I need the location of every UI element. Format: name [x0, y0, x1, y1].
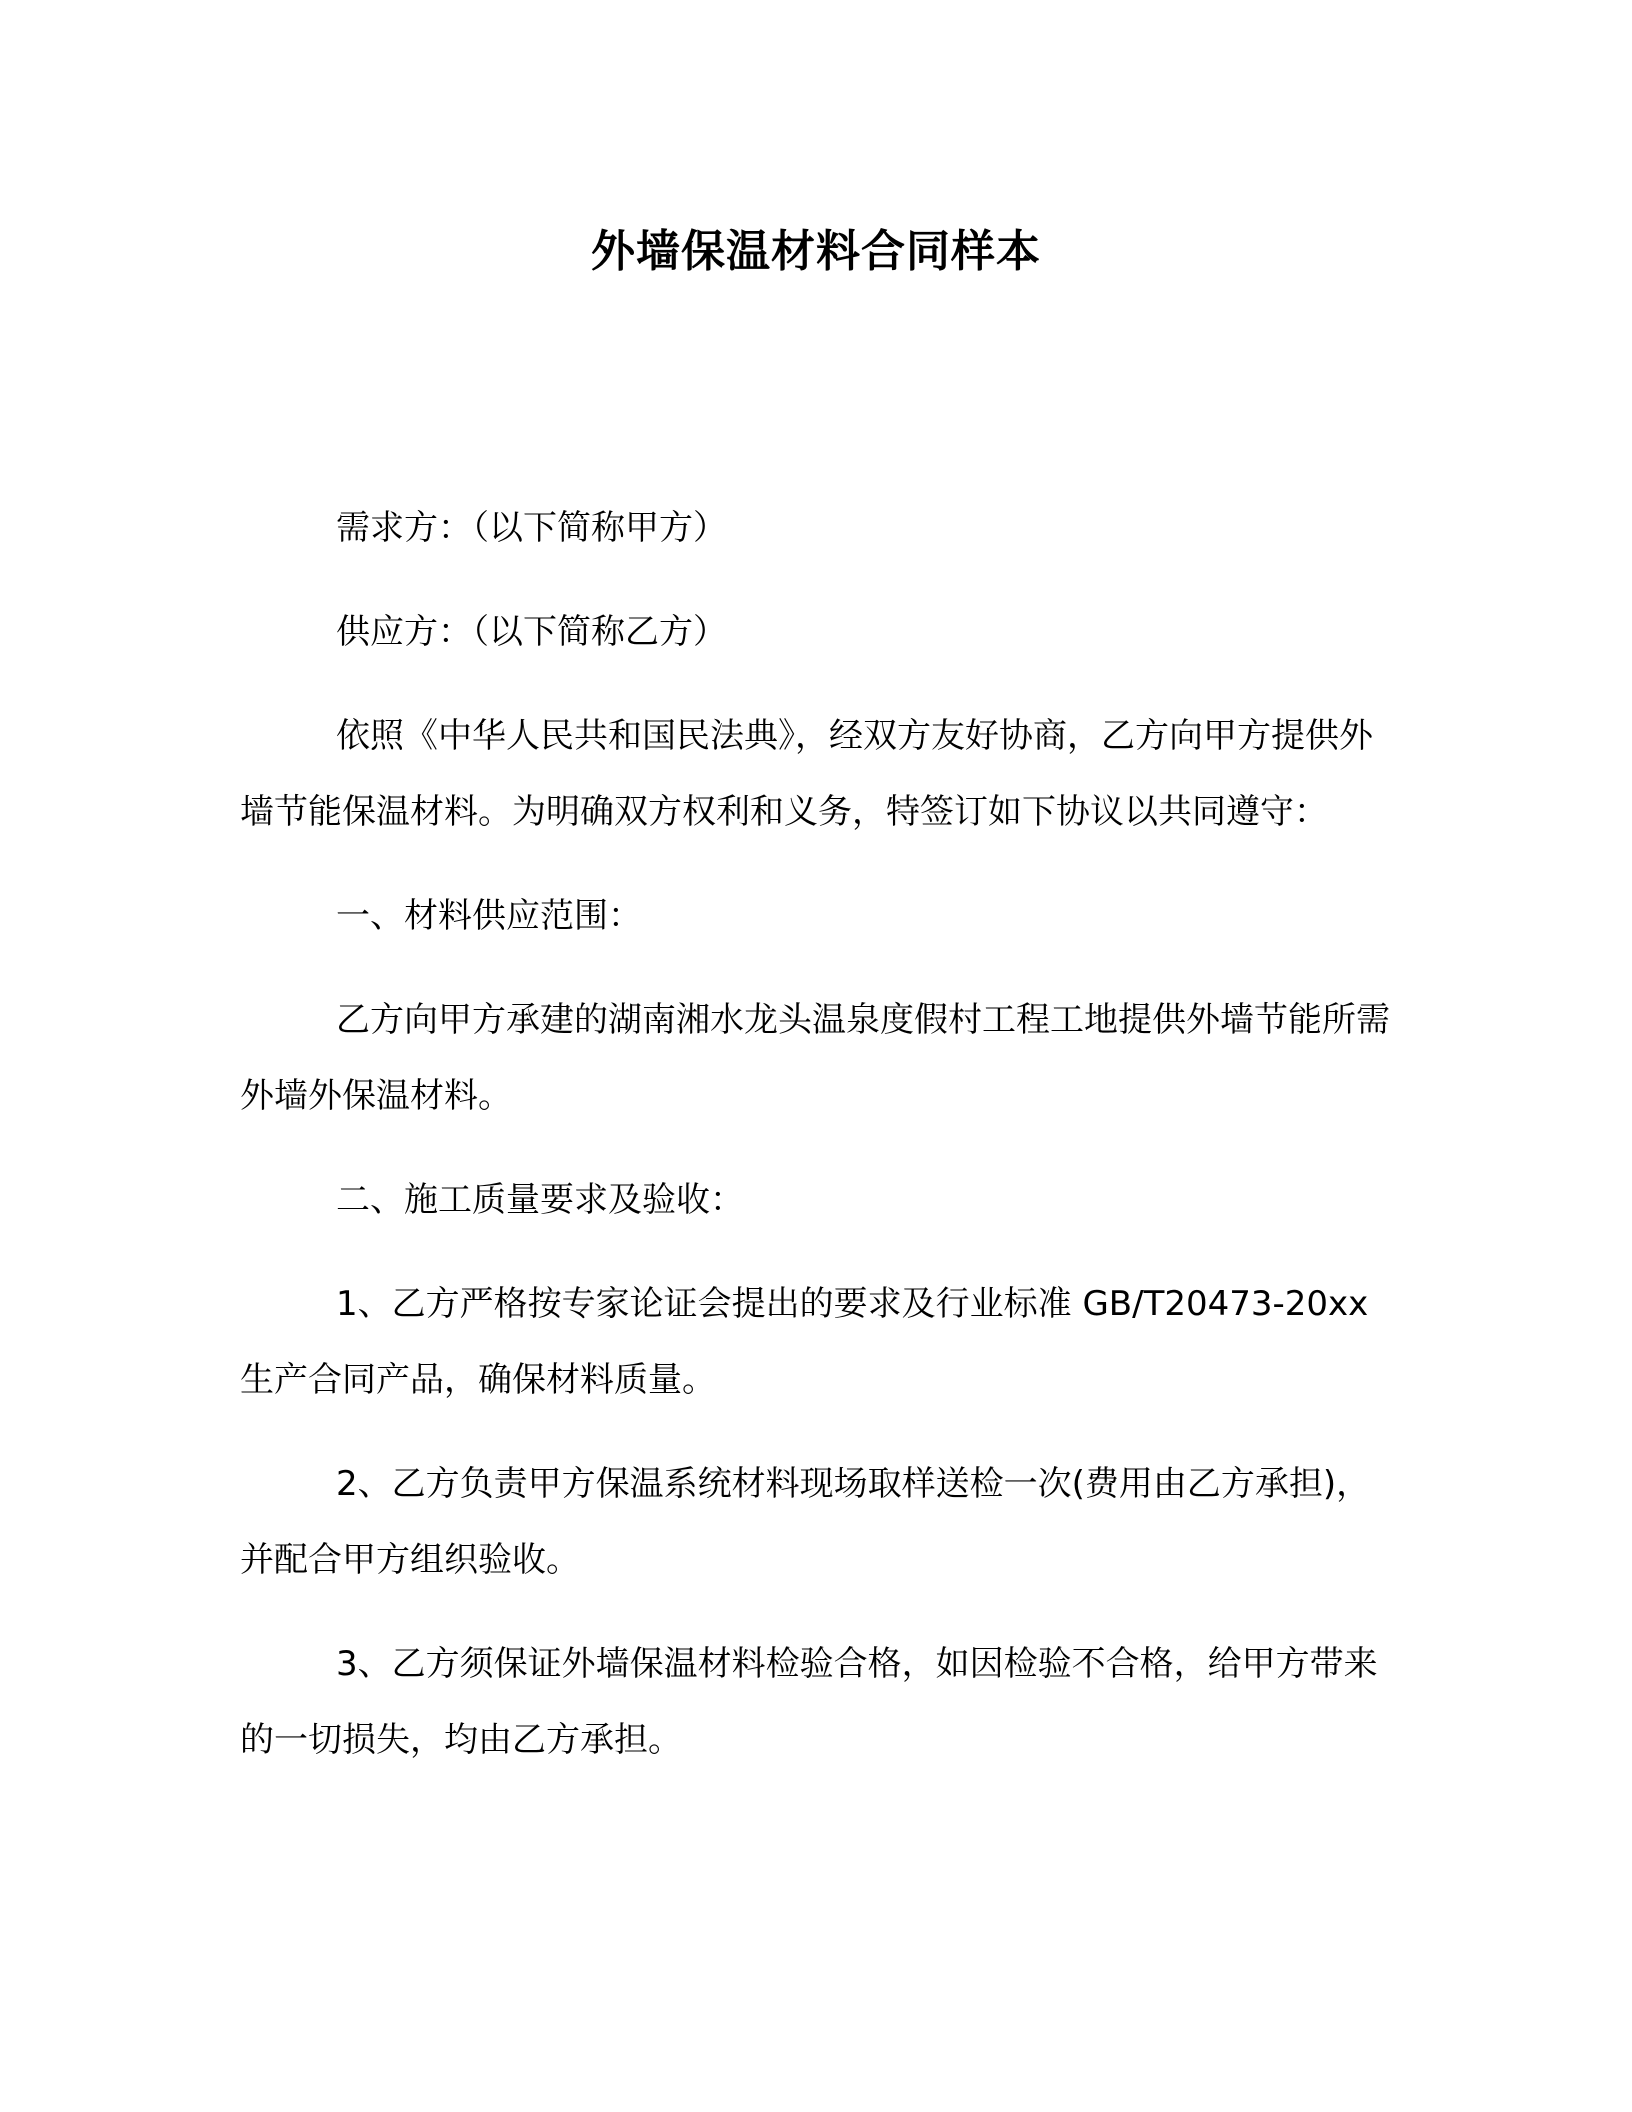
clause-2: 2、乙方负责甲方保温系统材料现场取样送检一次(费用由乙方承担)，并配合甲方组织验收。	[240, 1464, 1371, 1580]
paragraph-demand-party: 需求方：（以下简称甲方）	[336, 508, 727, 548]
clause-3: 3、乙方须保证外墙保温材料检验合格，如因检验不合格，给甲方带来的一切损失，均由乙方承担。	[240, 1644, 1378, 1760]
paragraph-preamble: 依照《中华人民共和国民法典》，经双方友好协商，乙方向甲方提供外墙节能保温材料。为明确双方权利和义务，特签订如下协议以共同遵守：	[240, 716, 1373, 832]
paragraph-supply-party: 供应方：（以下简称乙方）	[336, 612, 727, 652]
clause-1: 1、乙方严格按专家论证会提出的要求及行业标准 GB/T20473-20xx 生产合同产品，确保材料质量。	[240, 1284, 1369, 1400]
document-body	[240, 490, 1390, 1806]
paragraph-scope: 乙方向甲方承建的湖南湘水龙头温泉度假村工程工地提供外墙节能所需外墙外保温材料。	[240, 1000, 1390, 1116]
section-heading-scope: 一、材料供应范围：	[336, 896, 642, 936]
section-heading-quality: 二、施工质量要求及验收：	[336, 1180, 744, 1220]
document-title: 外墙保温材料合同样本	[591, 226, 1041, 277]
